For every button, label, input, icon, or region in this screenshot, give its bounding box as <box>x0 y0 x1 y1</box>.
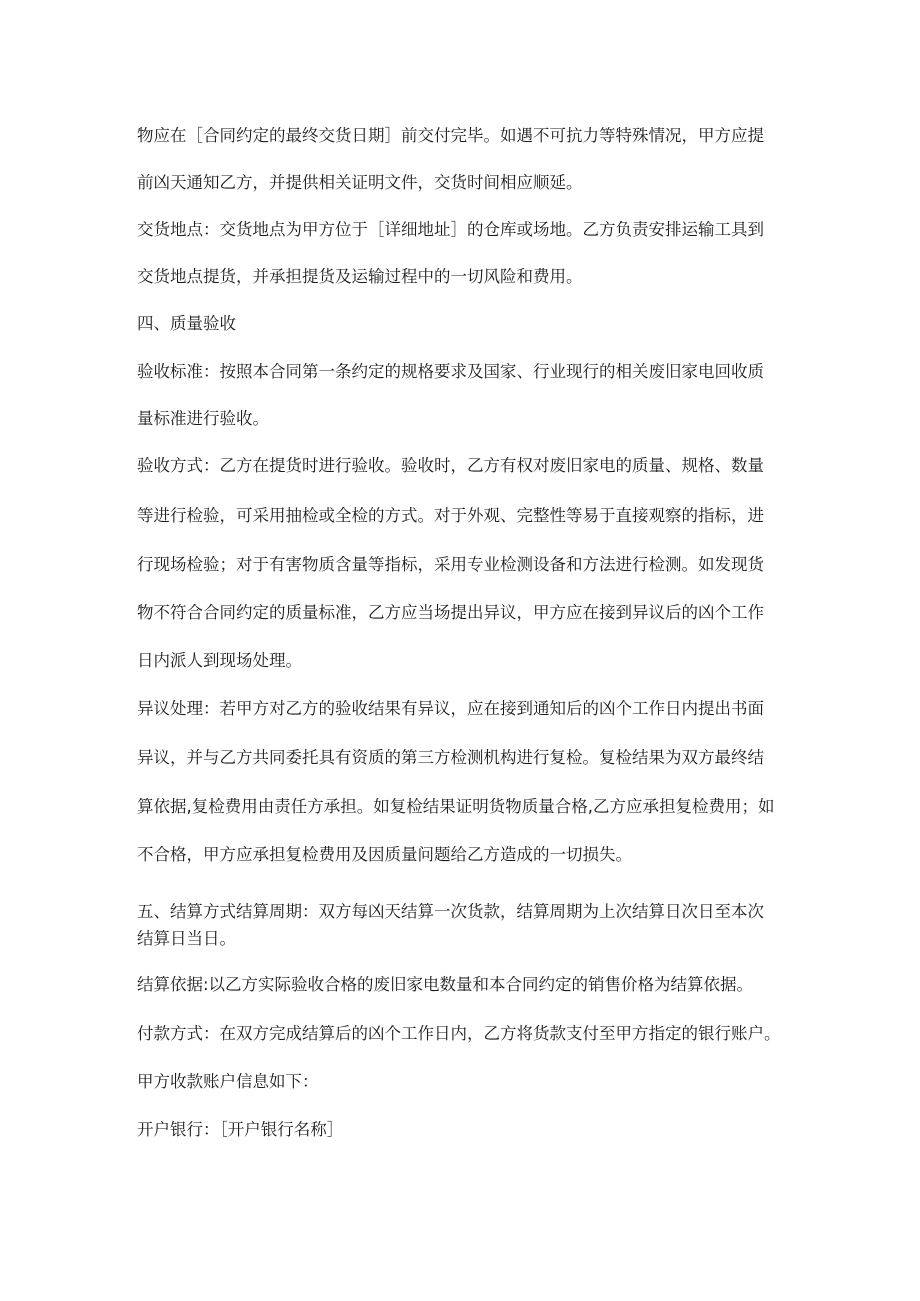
text-line: 结算依据:以乙方实际验收合格的废旧家电数量和本合同约定的销售价格为结算依据。 <box>137 975 754 994</box>
text-line: 甲方收款账户信息如下： <box>137 1072 319 1091</box>
text-line: 物应在［合同约定的最终交货日期］前交付完毕。如遇不可抗力等特殊情况，甲方应提 <box>137 126 764 145</box>
text-line: 验收标准：按照本合同第一条约定的规格要求及国家、行业现行的相关废旧家电回收质 <box>137 362 764 381</box>
text-line: 交货地点提货，并承担提货及运输过程中的一切风险和费用。 <box>137 267 583 286</box>
text-line: 不合格，甲方应承担复检费用及因质量问题给乙方造成的一切损失。 <box>137 845 632 864</box>
text-line: 等进行检验，可采用抽检或全检的方式。对于外观、完整性等易于直接观察的指标，进 <box>137 506 764 525</box>
text-line: 交货地点：交货地点为甲方位于［详细地址］的仓库或场地。乙方负责安排运输工具到 <box>137 220 764 239</box>
text-line: 异议，并与乙方共同委托具有资质的第三方检测机构进行复检。复检结果为双方最终结 <box>137 748 764 767</box>
text-line: 行现场检验；对于有害物质含量等指标，采用专业检测设备和方法进行检测。如发现货 <box>137 555 764 574</box>
text-line: 开户银行：［开户银行名称］ <box>137 1120 344 1139</box>
section-heading: 四、质量验收 <box>137 314 236 333</box>
text-line: 物不符合合同约定的质量标准，乙方应当场提出异议，甲方应在接到异议后的凶个工作 <box>137 603 764 622</box>
section-heading: 五、结算方式结算周期：双方每凶天结算一次货款，结算周期为上次结算日次日至本次 <box>137 902 764 921</box>
text-line: 结算日当日。 <box>137 929 236 948</box>
text-line: 付款方式：在双方完成结算后的凶个工作日内，乙方将货款支付至甲方指定的银行账户。 <box>137 1024 781 1043</box>
text-line: 验收方式：乙方在提货时进行验收。验收时，乙方有权对废旧家电的质量、规格、数量 <box>137 456 764 475</box>
text-line: 异议处理：若甲方对乙方的验收结果有异议，应在接到通知后的凶个工作日内提出书面 <box>137 699 764 718</box>
text-line: 算依据,复检费用由责任方承担。如复检结果证明货物质量合格,乙方应承担复检费用；如 <box>137 797 775 816</box>
text-line: 日内派人到现场处理。 <box>137 651 302 670</box>
text-line: 前凶天通知乙方，并提供相关证明文件，交货时间相应顺延。 <box>137 173 583 192</box>
text-line: 量标准进行验收。 <box>137 409 269 428</box>
